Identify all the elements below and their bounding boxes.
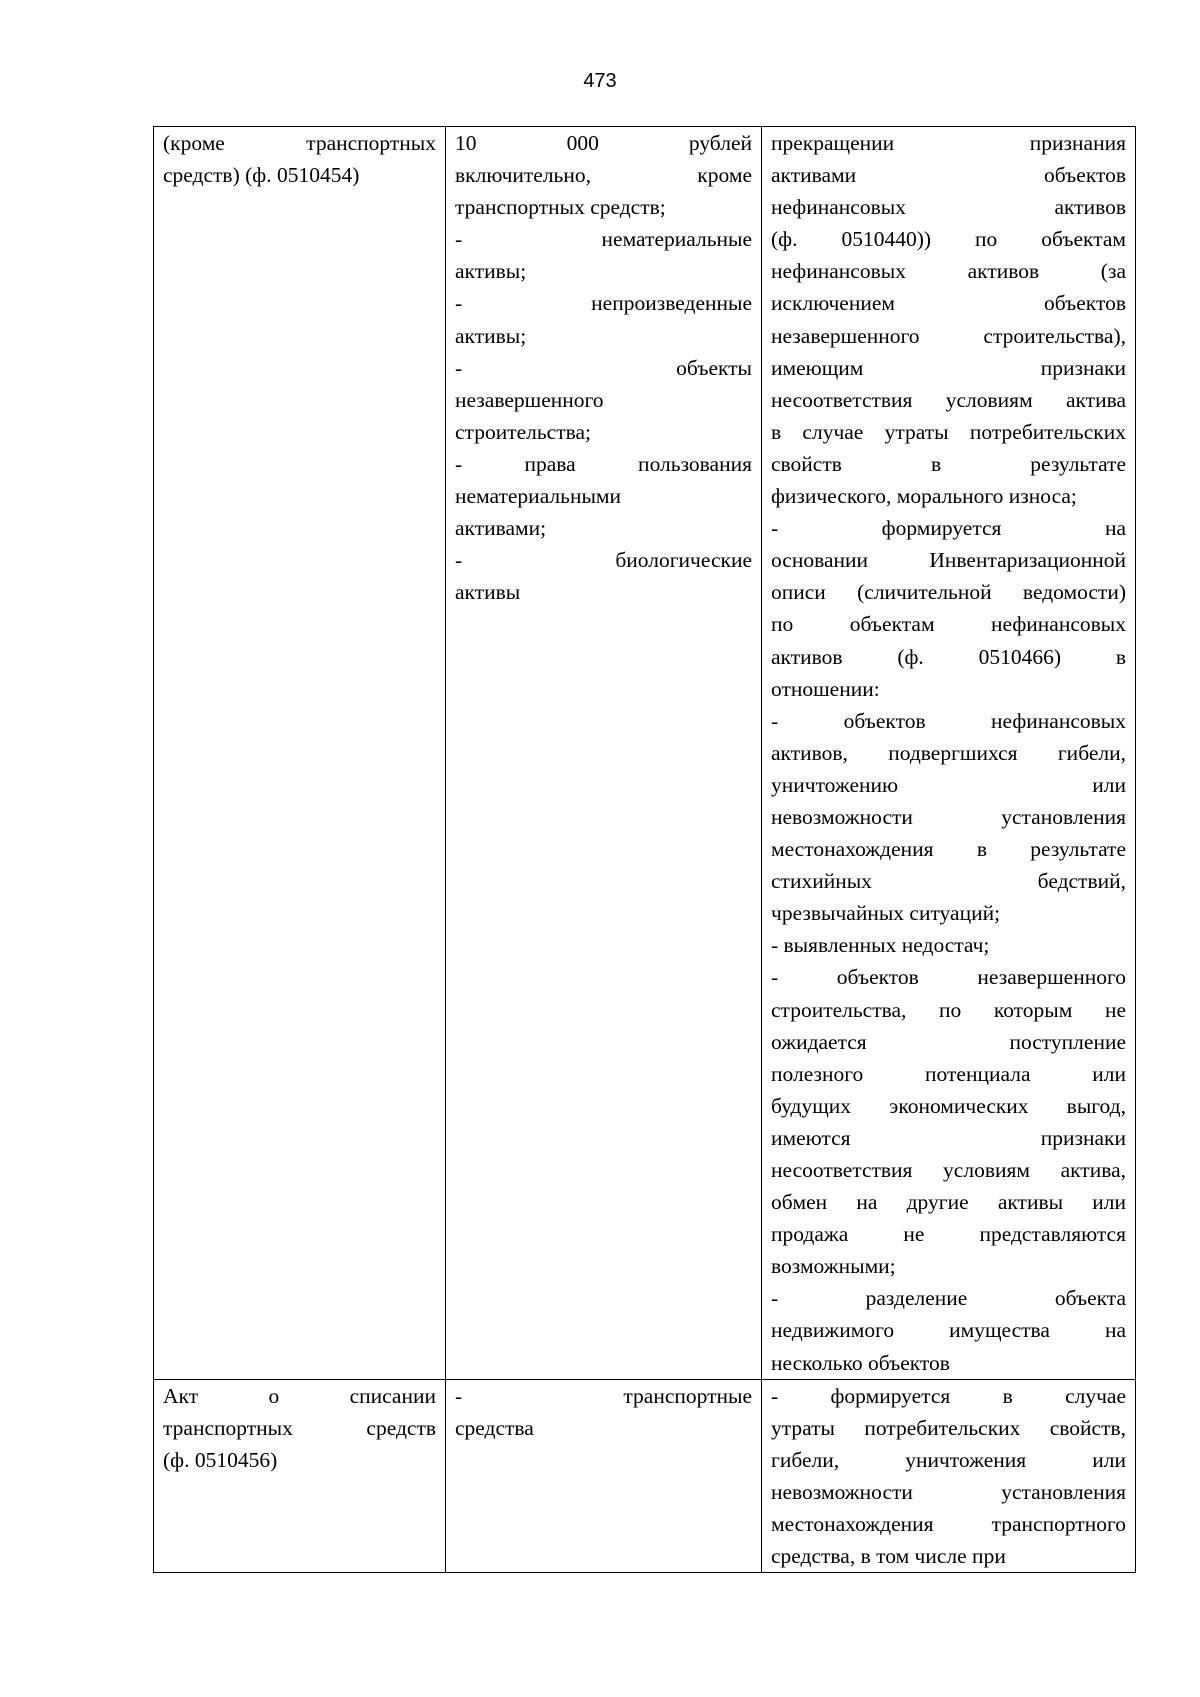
text-line: отношении: (771, 676, 880, 701)
cell-description (762, 1379, 1136, 1573)
text-line: имеющим признаки (771, 355, 1126, 380)
text-line: несколько объектов (771, 1350, 950, 1375)
text-line: активами; (455, 516, 547, 541)
text-line: средств) (ф. 0510454) (163, 163, 360, 188)
text-line: средства (455, 1415, 534, 1440)
text-line: транспортных средств; (455, 195, 666, 220)
text-line: чрезвычайных ситуаций; (771, 901, 1001, 926)
text-line: средства, в том числе при (771, 1544, 1006, 1569)
text-line: 10 000 рублей (455, 131, 752, 155)
text-line: нематериальными (455, 484, 622, 509)
text-line: возможными; (771, 1254, 896, 1279)
text-line: активов (ф. 0510466) в (771, 644, 1126, 669)
text-line: - объекты (455, 355, 752, 380)
cell-document-name (154, 127, 446, 1380)
text-line: незавершенного строительства), (771, 323, 1126, 348)
text-line: - формируется на (771, 516, 1126, 541)
text-line: - биологические (455, 548, 752, 573)
text-line: обмен на другие активы или (771, 1190, 1126, 1215)
text-line: невозможности установления (771, 1479, 1126, 1504)
text-line: исключением объектов (771, 291, 1126, 316)
text-line: нефинансовых активов (771, 195, 1126, 220)
text-line: описи (сличительной ведомости) (771, 580, 1126, 605)
text-line: - разделение объекта (771, 1286, 1126, 1311)
text-line: в случае утраты потребительских (771, 419, 1126, 444)
cell-assets (446, 1379, 762, 1573)
text-line: транспортных средств (163, 1415, 436, 1440)
cell-document-name (154, 1379, 446, 1573)
table-row (154, 1379, 1136, 1573)
text-line: гибели, уничтожения или (771, 1447, 1126, 1472)
text-line: местонахождения в результате (771, 837, 1126, 862)
text-line: - транспортные (455, 1383, 752, 1408)
text-line: активы (455, 580, 521, 605)
table-row (154, 127, 1136, 1380)
text-line: утраты потребительских свойств, (771, 1415, 1126, 1440)
document-table (153, 126, 1136, 1573)
text-line: нефинансовых активов (за (771, 259, 1126, 284)
text-line: прекращении признания (771, 131, 1126, 155)
text-line: - нематериальные (455, 227, 752, 252)
text-line: - выявленных недостач; (771, 933, 990, 958)
text-line: (ф. 0510440)) по объектам (771, 227, 1126, 252)
text-line: несоответствия условиям актива, (771, 1158, 1126, 1182)
text-line: основании Инвентаризационной (771, 548, 1126, 573)
text-line: ожидается поступление (771, 1029, 1126, 1054)
text-line: полезного потенциала или (771, 1061, 1126, 1086)
text-line: недвижимого имущества на (771, 1318, 1126, 1343)
text-line: - объектов незавершенного (771, 965, 1126, 990)
text-line: - объектов нефинансовых (771, 708, 1126, 733)
text-line: - права пользования (455, 451, 752, 476)
text-line: строительства, по которым не (771, 997, 1126, 1022)
text-line: стихийных бедствий, (771, 869, 1126, 894)
text-line: свойств в результате (771, 451, 1126, 476)
text-line: - формируется в случае (771, 1383, 1126, 1408)
text-line: невозможности установления (771, 804, 1126, 829)
text-line: незавершенного (455, 387, 604, 412)
page-number: 473 (583, 70, 617, 92)
text-line: продажа не представляются (771, 1222, 1126, 1247)
text-line: по объектам нефинансовых (771, 612, 1126, 637)
text-line: имеются признаки (771, 1125, 1126, 1150)
text-line: активы; (455, 323, 527, 348)
text-line: будущих экономических выгод, (771, 1093, 1126, 1118)
cell-description (762, 127, 1136, 1380)
cell-assets (446, 127, 762, 1380)
text-line: активы; (455, 259, 527, 284)
text-line: строительства; (455, 419, 592, 444)
text-line: (ф. 0510456) (163, 1447, 278, 1472)
text-line: физического, морального износа; (771, 484, 1077, 509)
text-line: (кроме транспортных (163, 131, 436, 155)
text-line: несоответствия условиям актива (771, 387, 1126, 412)
text-line: уничтожению или (771, 772, 1126, 797)
text-line: активов, подвергшихся гибели, (771, 740, 1126, 765)
text-line: местонахождения транспортного (771, 1512, 1126, 1537)
text-line: - непроизведенные (455, 291, 752, 316)
text-line: активами объектов (771, 163, 1126, 188)
text-line: Акт о списании (163, 1383, 436, 1408)
text-line: включительно, кроме (455, 163, 752, 188)
